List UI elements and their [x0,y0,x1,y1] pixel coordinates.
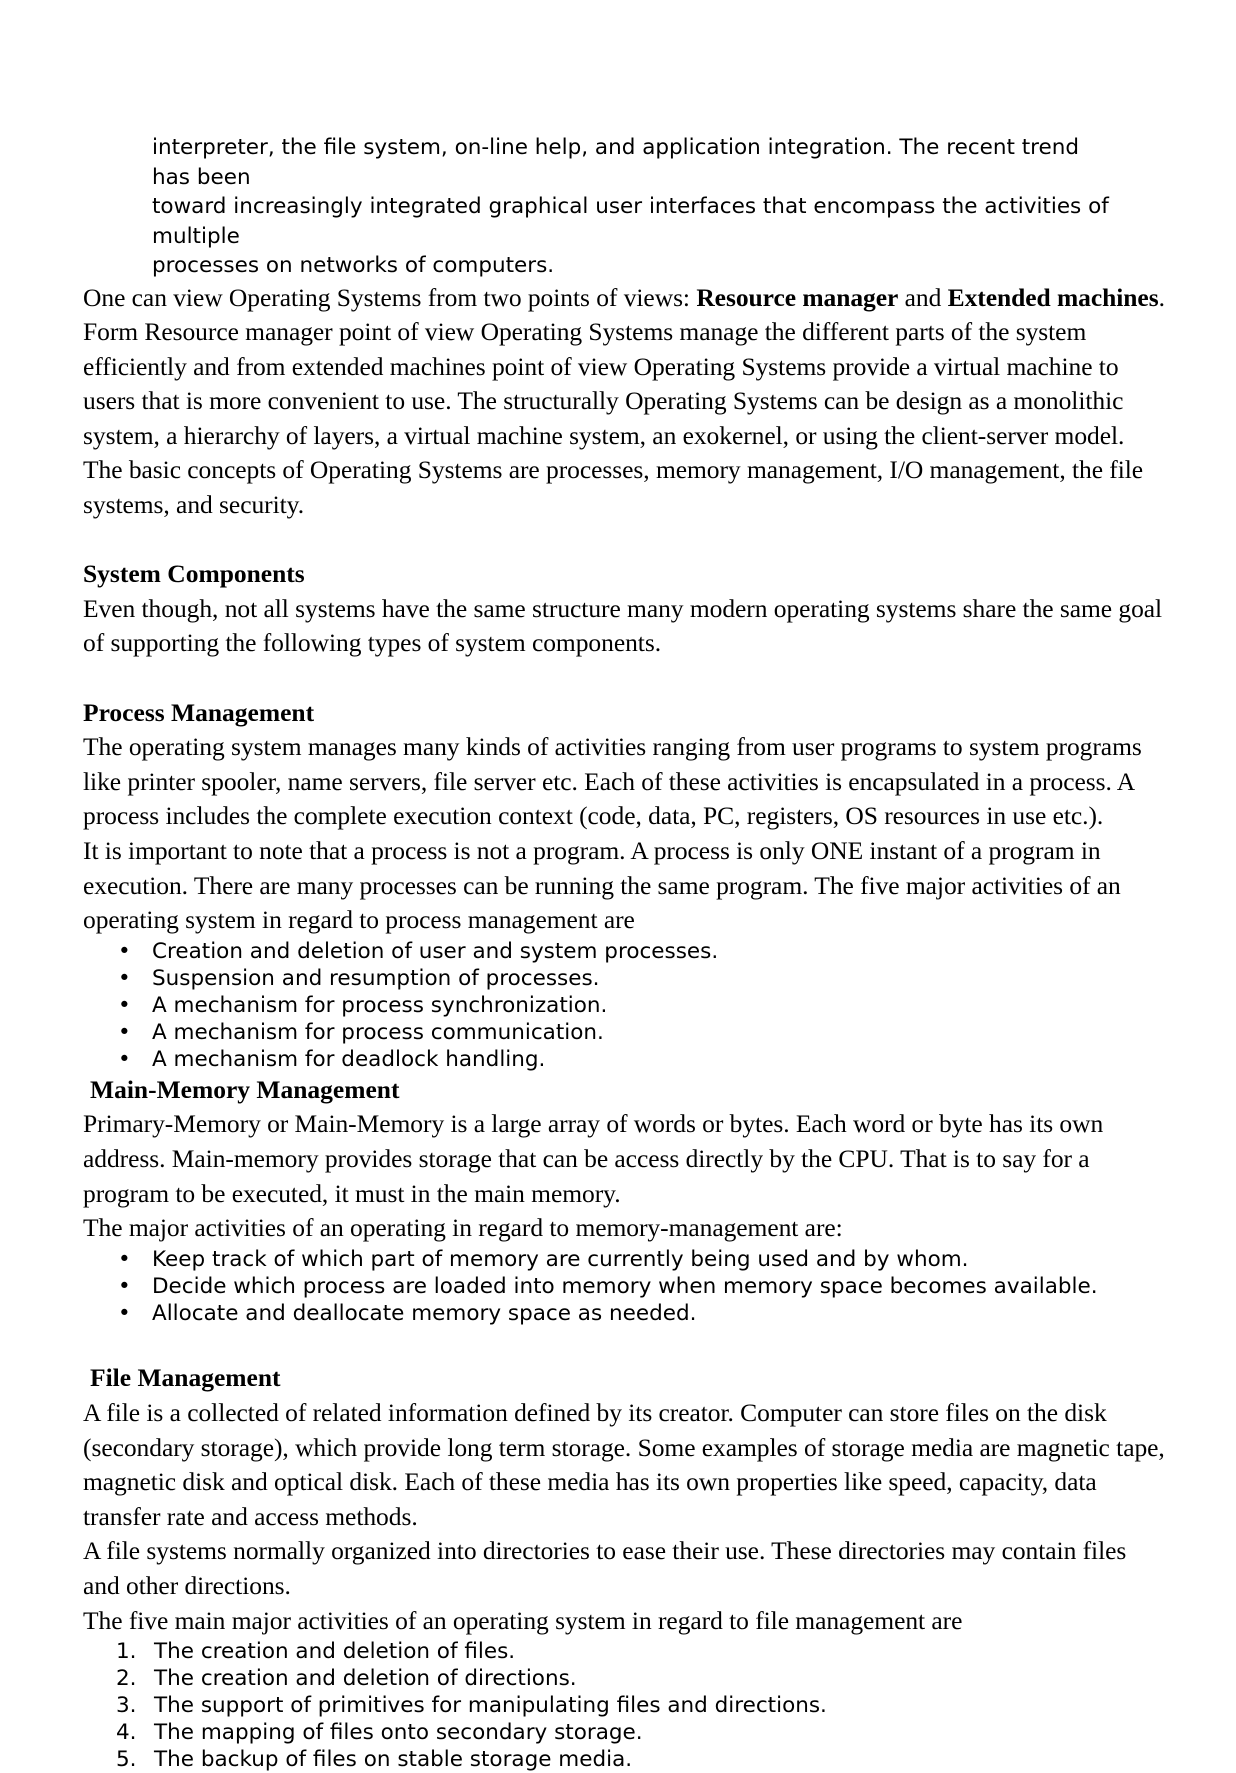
bullet-icon: • [118,1273,131,1299]
list-item [83,1692,1165,1719]
list-item-label: The backup of files on stable storage media. [154,1747,633,1773]
list-item [83,1638,1165,1665]
list-number: 1. [116,1639,137,1665]
list-item-label: The support of primitives for manipulating files and directions. [154,1693,827,1719]
list-item-label: The creation and deletion of files. [154,1639,516,1665]
main-memory-body-2: The major activities of an operating in regard to memory-management are: [83,1213,843,1243]
process-management-bullet-list [83,938,1165,1073]
bullet-icon: • [118,965,131,991]
bullet-icon: • [118,1246,131,1272]
process-management-body-2: It is important to note that a process is not a program. A process is only ONE instant of a program in execution. There are many processes can be running the same program. The five major activities of an operating system in regard to process management are [83,836,1121,935]
file-management-numbered-list [83,1638,1165,1773]
list-item [83,938,1165,965]
list-item [83,1046,1165,1073]
list-item-label: A mechanism for process synchronization. [152,992,608,1018]
overview-text-part3: . Form Resource manager point of view Operating Systems manage the different parts of the system efficiently and from extended machines point of view Operating Systems provide a virtual machine to users that is more convenient to use. The structurally Operating Systems can be design as a monolithic system, a hierarchy of layers, a virtual machine system, an exokernel, or using the client-server model. The basic concepts of Operating Systems are processes, memory management, I/O management, the file systems, and security. [83,282,1165,520]
list-item-label: Keep track of which part of memory are currently being used and by whom. [152,1246,969,1272]
heading-process-management: Process Management [83,697,315,727]
term-resource-manager: Resource manager [696,282,899,312]
spacer [83,1327,1165,1362]
list-item [83,1665,1165,1692]
bullet-icon: • [118,1019,131,1045]
list-item-label: Allocate and deallocate memory space as needed. [152,1300,697,1326]
bullet-icon: • [118,938,131,964]
overview-text-part1: One can view Operating Systems from two points of views: [83,282,697,312]
system-components-body: Even though, not all systems have the same structure many modern operating systems share the same goal of supporting the following types of system components. [83,593,1163,658]
list-number: 4. [116,1720,137,1746]
list-number: 5. [116,1747,137,1773]
bullet-icon: • [118,1300,131,1326]
bullet-icon: • [118,1046,131,1072]
spacer [83,661,1165,696]
list-number: 2. [116,1666,137,1692]
list-item-label: Suspension and resumption of processes. [152,965,600,991]
list-item-label: A mechanism for process communication. [152,1019,604,1045]
list-item [83,1019,1165,1046]
spacer [83,523,1165,558]
file-management-body-3: The five main major activities of an operating system in regard to file management are [83,1605,963,1635]
list-item [83,1273,1165,1300]
list-item [83,1246,1165,1273]
process-management-body-1: The operating system manages many kinds of activities ranging from user programs to system programs like printer spooler, name servers, file server etc. Each of these activities is encapsulated in a process. A process includes the complete execution context (code, data, PC, registers, OS resources in use etc.). [83,732,1142,831]
list-item-label: Decide which process are loaded into memory when memory space becomes available. [152,1273,1098,1299]
intro-line-3: processes on networks of computers. [152,253,555,278]
file-management-body-1: A file is a collected of related information defined by its creator. Computer can store files on the disk (secondary storage), which provide long term storage. Some examples of storage media are magnetic tape, magnetic disk and optical disk. Each of these media has its own properties like speed, capacity, data transfer rate and access methods. [83,1397,1165,1531]
bullet-icon: • [118,992,131,1018]
intro-line-2: toward increasingly integrated graphical user interfaces that encompass the activities of multiple [152,194,1109,249]
overview-paragraph [83,281,1165,523]
intro-line-1: interpreter, the file system, on-line help, and application integration. The recent trend has been [152,135,1080,190]
list-item [83,992,1165,1019]
list-item [83,965,1165,992]
list-item-label: The mapping of files onto secondary storage. [154,1720,643,1746]
list-item [83,1719,1165,1746]
list-number: 3. [116,1693,137,1719]
main-memory-bullet-list [83,1246,1165,1327]
intro-paragraph [152,133,1117,281]
heading-file-management: File Management [90,1363,281,1393]
heading-system-components: System Components [83,559,305,589]
list-item [83,1746,1165,1773]
list-item-label: The creation and deletion of directions. [154,1666,577,1692]
list-item-label: A mechanism for deadlock handling. [152,1046,546,1072]
overview-text-part2: and [898,282,948,312]
heading-main-memory-management: Main-Memory Management [90,1074,400,1104]
file-management-body-2: A file systems normally organized into directories to ease their use. These directories may contain files and other directions. [83,1536,1127,1600]
term-extended-machines: Extended machines [947,282,1159,312]
main-memory-body-1: Primary-Memory or Main-Memory is a large array of words or bytes. Each word or byte has its own address. Main-memory provides storage that can be access directly by the CPU. That is to say for a program to be executed, it must in the main memory. [83,1109,1104,1208]
list-item [83,1300,1165,1327]
list-item-label: Creation and deletion of user and system processes. [152,938,719,964]
